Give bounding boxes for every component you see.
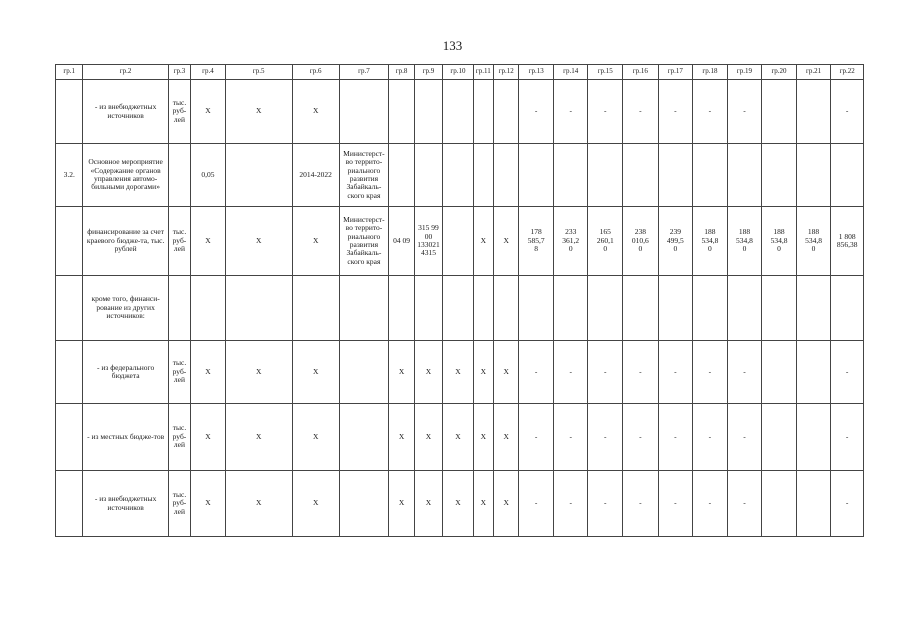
table-cell <box>443 276 473 341</box>
table-cell: - <box>693 471 728 537</box>
table-cell <box>225 144 292 207</box>
table-cell <box>762 276 797 341</box>
table-cell: Х <box>225 341 292 404</box>
table-cell <box>658 144 693 207</box>
table-cell: Х <box>191 207 226 276</box>
table-cell <box>56 341 83 404</box>
table-cell: - из федерального бюджета <box>83 341 168 404</box>
table-cell: Х <box>292 207 339 276</box>
table-cell: - <box>831 80 864 144</box>
column-header: гр.3 <box>168 65 190 80</box>
column-header: гр.9 <box>414 65 442 80</box>
table-cell: - <box>588 80 623 144</box>
table-cell: - <box>588 471 623 537</box>
table-cell: - <box>553 341 588 404</box>
table-cell <box>831 276 864 341</box>
table-cell <box>473 80 493 144</box>
table-cell: 0,05 <box>191 144 226 207</box>
table-cell: Х <box>389 341 414 404</box>
table-cell: - <box>727 80 762 144</box>
table-cell: 315 99 00 133021 4315 <box>414 207 442 276</box>
table-cell <box>727 144 762 207</box>
column-header: гр.2 <box>83 65 168 80</box>
table-cell: - <box>831 471 864 537</box>
table-cell: Х <box>473 207 493 276</box>
table-cell <box>191 276 226 341</box>
table-cell: - <box>658 341 693 404</box>
table-cell: Х <box>292 471 339 537</box>
table-cell <box>658 276 693 341</box>
table-cell: Х <box>191 471 226 537</box>
table-cell <box>473 144 493 207</box>
budget-table <box>55 64 864 537</box>
table-cell: 188 534,8 0 <box>693 207 728 276</box>
table-cell <box>443 144 473 207</box>
column-header: гр.10 <box>443 65 473 80</box>
table-body <box>56 65 864 537</box>
table-cell: 3.2. <box>56 144 83 207</box>
column-header: гр.21 <box>796 65 831 80</box>
table-cell <box>443 207 473 276</box>
table-cell: 238 010,6 0 <box>623 207 659 276</box>
table-cell: Х <box>292 80 339 144</box>
table-cell: Х <box>225 471 292 537</box>
table-cell: Х <box>225 404 292 471</box>
table-cell <box>727 276 762 341</box>
table-cell: - <box>623 471 659 537</box>
table-cell: Х <box>389 404 414 471</box>
table-cell: - <box>693 80 728 144</box>
table-cell <box>796 471 831 537</box>
table-cell: - из внебюджетных источников <box>83 80 168 144</box>
table-cell: Министерст-во террито-риального развития Забайкаль-ского края <box>339 207 389 276</box>
table-cell <box>693 276 728 341</box>
table-cell: Х <box>473 404 493 471</box>
table-cell: тыс. руб- лей <box>168 80 190 144</box>
table-cell: 04 09 <box>389 207 414 276</box>
table-cell: - <box>693 404 728 471</box>
table-cell <box>443 80 473 144</box>
table-cell: Х <box>443 471 473 537</box>
table-cell: - <box>519 80 554 144</box>
table-cell: Х <box>191 404 226 471</box>
column-header: гр.1 <box>56 65 83 80</box>
table-cell: - <box>588 341 623 404</box>
table-cell <box>389 144 414 207</box>
table-cell: Х <box>414 341 442 404</box>
table-cell: Х <box>414 471 442 537</box>
table-cell <box>56 276 83 341</box>
table-cell <box>389 80 414 144</box>
table-cell: 1 808 856,38 <box>831 207 864 276</box>
table-cell <box>225 276 292 341</box>
table-cell: 188 534,8 0 <box>727 207 762 276</box>
table-cell: Х <box>191 80 226 144</box>
table-cell <box>56 404 83 471</box>
table-cell: тыс. руб- лей <box>168 471 190 537</box>
table-cell <box>553 276 588 341</box>
table-cell: - <box>727 471 762 537</box>
table-cell <box>762 144 797 207</box>
table-cell <box>56 207 83 276</box>
table-cell <box>414 80 442 144</box>
table-cell: тыс. руб- лей <box>168 341 190 404</box>
column-header: гр.13 <box>519 65 554 80</box>
table-cell <box>519 144 554 207</box>
table-cell: Х <box>493 404 518 471</box>
table-cell: Х <box>191 341 226 404</box>
table-row <box>56 144 864 207</box>
table-cell: 165 260,1 0 <box>588 207 623 276</box>
table-cell: Х <box>473 341 493 404</box>
table-cell: - <box>553 80 588 144</box>
table-cell: Х <box>389 471 414 537</box>
table-cell <box>389 276 414 341</box>
table-cell: - <box>831 341 864 404</box>
table-cell <box>168 276 190 341</box>
table-cell: 178 585,7 8 <box>519 207 554 276</box>
header-row <box>56 65 864 80</box>
table-cell <box>339 471 389 537</box>
table-cell <box>762 471 797 537</box>
table-cell <box>588 276 623 341</box>
table-cell <box>168 144 190 207</box>
table-cell: - <box>623 404 659 471</box>
table-cell: - <box>693 341 728 404</box>
table-cell <box>414 144 442 207</box>
table-cell <box>796 144 831 207</box>
table-cell <box>493 144 518 207</box>
column-header: гр.16 <box>623 65 659 80</box>
table-cell <box>339 80 389 144</box>
table-cell <box>831 144 864 207</box>
table-cell <box>339 341 389 404</box>
table-cell <box>623 276 659 341</box>
table-cell: тыс. руб- лей <box>168 207 190 276</box>
table-cell: Х <box>292 341 339 404</box>
table-cell: тыс. руб- лей <box>168 404 190 471</box>
column-header: гр.14 <box>553 65 588 80</box>
table-cell <box>796 80 831 144</box>
table-cell: Х <box>473 471 493 537</box>
table-cell: - <box>658 471 693 537</box>
table-cell: - <box>831 404 864 471</box>
table-cell: Х <box>225 207 292 276</box>
table-cell: Х <box>443 341 473 404</box>
table-cell: - <box>519 404 554 471</box>
table-cell: 188 534,8 0 <box>796 207 831 276</box>
table-cell: 239 499,5 0 <box>658 207 693 276</box>
table-row <box>56 207 864 276</box>
table-cell: Министерст-во террито-риального развития Забайкаль-ского края <box>339 144 389 207</box>
table-cell: - <box>588 404 623 471</box>
table-cell: Х <box>443 404 473 471</box>
column-header: гр.8 <box>389 65 414 80</box>
table-cell <box>796 404 831 471</box>
table-row <box>56 471 864 537</box>
table-cell <box>493 80 518 144</box>
table-cell <box>693 144 728 207</box>
table-cell <box>588 144 623 207</box>
table-cell <box>796 341 831 404</box>
table-cell: 233 361,2 0 <box>553 207 588 276</box>
table-cell: - <box>727 341 762 404</box>
column-header: гр.11 <box>473 65 493 80</box>
table-cell: - <box>623 341 659 404</box>
column-header: гр.20 <box>762 65 797 80</box>
table-cell: 188 534,8 0 <box>762 207 797 276</box>
table-cell: финансирование за счет краевого бюдже-та, тыс. рублей <box>83 207 168 276</box>
table-cell <box>762 80 797 144</box>
column-header: гр.22 <box>831 65 864 80</box>
table-cell <box>762 404 797 471</box>
table-cell <box>56 80 83 144</box>
table-cell <box>493 276 518 341</box>
table-cell <box>339 276 389 341</box>
table-cell <box>56 471 83 537</box>
column-header: гр.19 <box>727 65 762 80</box>
table-row <box>56 80 864 144</box>
table-cell: - <box>519 471 554 537</box>
table-row <box>56 341 864 404</box>
column-header: гр.5 <box>225 65 292 80</box>
table-cell: - <box>658 80 693 144</box>
table-cell: Х <box>493 471 518 537</box>
table-cell: 2014-2022 <box>292 144 339 207</box>
table-cell <box>292 276 339 341</box>
table-cell <box>473 276 493 341</box>
table-row <box>56 276 864 341</box>
table-cell: Х <box>414 404 442 471</box>
column-header: гр.4 <box>191 65 226 80</box>
table-cell: - <box>553 471 588 537</box>
table-cell: Х <box>225 80 292 144</box>
table-cell <box>623 144 659 207</box>
table-cell: Основное мероприятие «Содержание органов управления автомо-бильными дорогами» <box>83 144 168 207</box>
table-cell <box>796 276 831 341</box>
table-cell: Х <box>493 207 518 276</box>
column-header: гр.7 <box>339 65 389 80</box>
table-cell <box>339 404 389 471</box>
column-header: гр.15 <box>588 65 623 80</box>
table-cell: - <box>553 404 588 471</box>
table-cell: Х <box>292 404 339 471</box>
table-cell: - <box>658 404 693 471</box>
column-header: гр.12 <box>493 65 518 80</box>
page-number: 133 <box>442 38 463 53</box>
table-cell: - <box>727 404 762 471</box>
table-cell: кроме того, финанси-рование из других источников: <box>83 276 168 341</box>
column-header: гр.17 <box>658 65 693 80</box>
table-cell <box>414 276 442 341</box>
column-header: гр.18 <box>693 65 728 80</box>
table-cell: - <box>623 80 659 144</box>
table-cell: Х <box>493 341 518 404</box>
table-cell <box>553 144 588 207</box>
table-row <box>56 404 864 471</box>
table-cell <box>762 341 797 404</box>
table-cell: - из местных бюдже-тов <box>83 404 168 471</box>
table-cell: - <box>519 341 554 404</box>
table-cell: - из внебюджетных источников <box>83 471 168 537</box>
table-cell <box>519 276 554 341</box>
column-header: гр.6 <box>292 65 339 80</box>
